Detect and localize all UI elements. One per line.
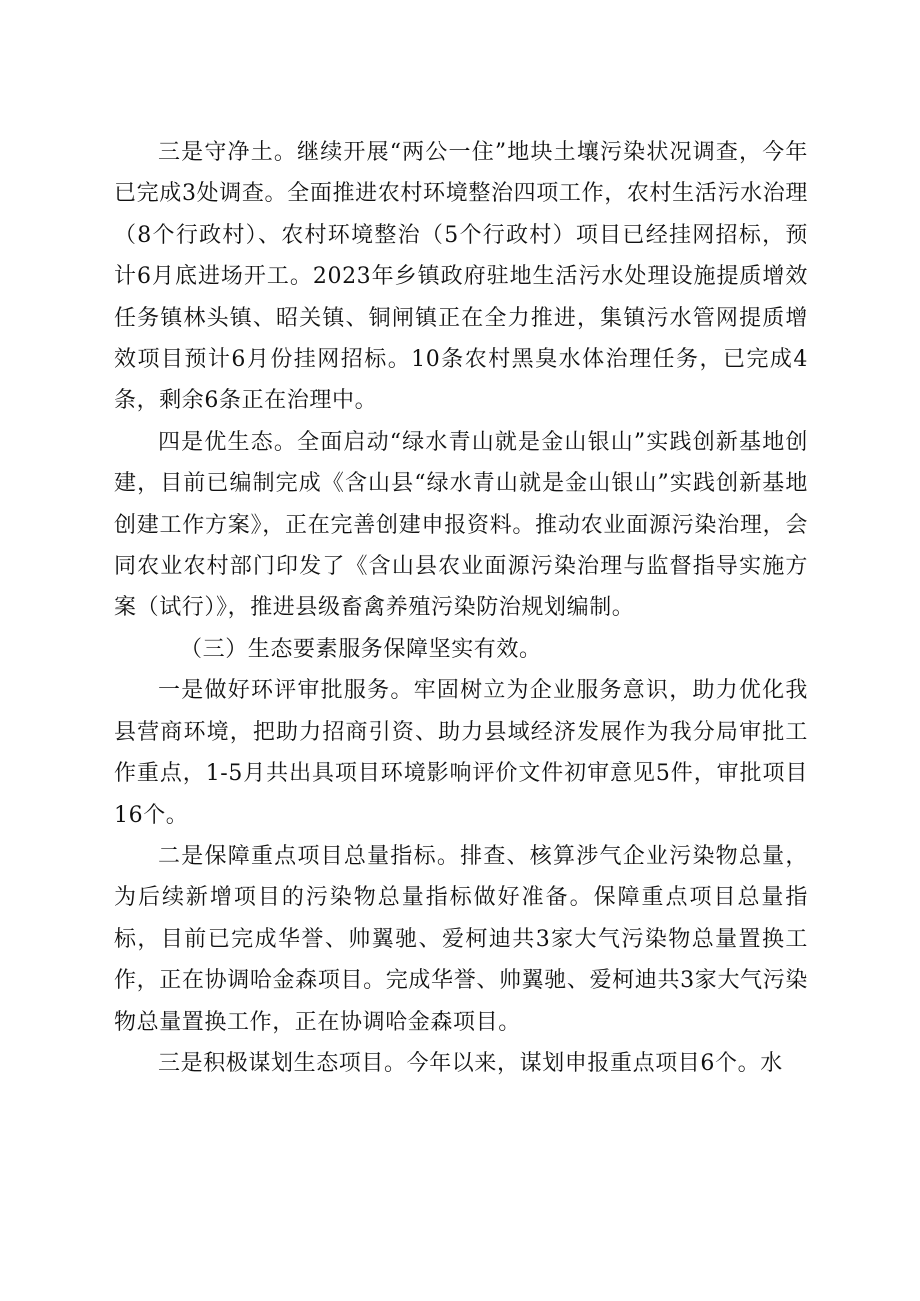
paragraph-optimize-ecology: 四是优生态。全面启动“绿水青山就是金山银山”实践创新基地创建，目前已编制完成《含山县“绿水青山就是金山银山”实践创新基地创建工作方案》，正在完善创建申报资料。推动农业面源污染治理，会同农业农村部门印发了《含山县农业面源污染治理与监督指导实施方案（试行）》，推进县级畜禽养殖污染防治规划编制。 [114,429,808,621]
paragraph-total-quota: 二是保障重点项目总量指标。排查、核算涉气企业污染物总量，为后续新增项目的污染物总量指标做好准备。保障重点项目总量指标，目前已完成华誉、帅翼驰、爱柯迪共3家大气污染物总量置换工作，正在协调哈金森项目。完成华誉、帅翼驰、爱柯迪共3家大气污染物总量置换工作，正在协调哈金森项目。 [114,843,808,1035]
section-heading-ecological-service: （三）生态要素服务保障坚实有效。 [180,636,542,662]
paragraph-eco-projects: 三是积极谋划生态项目。今年以来，谋划申报重点项目6个。水 [158,1050,783,1076]
paragraph-eia-approval: 一是做好环评审批服务。牢固树立为企业服务意识，助力优化我县营商环境，把助力招商引资、助力县域经济发展作为我分局审批工作重点，1-5月共出具项目环境影响评价文件初审意见5件，审批项目16个。 [114,678,808,828]
document-body [114,132,808,1084]
paragraph-protect-soil: 三是守净土。继续开展“两公一住”地块土壤污染状况调查，今年已完成3处调查。全面推进农村环境整治四项工作，农村生活污水治理（8个行政村）、农村环境整治（5个行政村）项目已经挂网招标，预计6月底进场开工。2023年乡镇政府驻地生活污水处理设施提质增效任务镇林头镇、昭关镇、铜闸镇正在全力推进，集镇污水管网提质增效项目预计6月份挂网招标。10条农村黑臭水体治理任务，已完成4条，剩余6条正在治理中。 [114,140,808,414]
